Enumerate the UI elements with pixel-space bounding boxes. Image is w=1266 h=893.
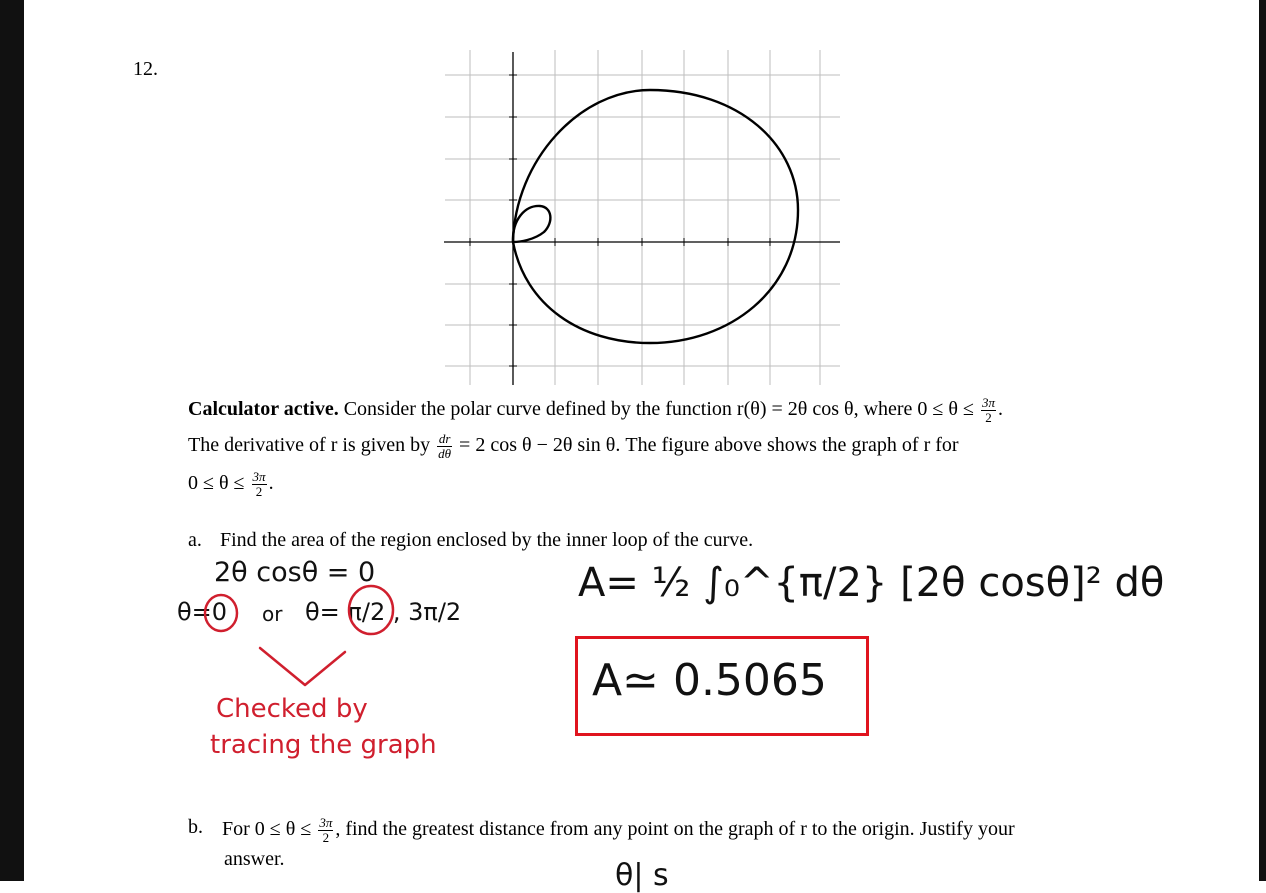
polar-curve-inner-loop — [513, 206, 550, 242]
handwritten-solution-others: θ= π/2 , 3π/2 — [305, 598, 462, 626]
red-circle-pi-half — [349, 586, 393, 634]
area-answer-box — [575, 636, 869, 736]
part-b-bound-fraction: $\frac{3\pi}{2}$ — [319, 815, 333, 845]
question-number: 12. — [133, 58, 158, 80]
red-check-v — [260, 648, 345, 685]
handwritten-zero-equation: 2θ cosθ = 0 — [214, 557, 376, 588]
left-edge-strip — [0, 0, 24, 881]
right-edge-strip — [1259, 0, 1266, 881]
part-a-label: a. — [188, 529, 202, 551]
part-b-label: b. — [188, 816, 203, 838]
intro-text-1: Consider the polar curve defined by the function r(θ) = 2θ cos θ, where 0 ≤ θ ≤ — [343, 398, 974, 421]
handwritten-tracing-graph: tracing the graph — [210, 730, 437, 760]
handwritten-or: or — [262, 602, 283, 626]
polar-curve-outer-loop — [513, 90, 798, 343]
part-b-prompt-line-1: For 0 ≤ θ ≤ $\frac{3\pi}{2}$ , find the greatest distance from any point on the graph of r to the origin. Justify your — [222, 815, 1015, 845]
calculator-active-label: Calculator active. — [188, 398, 339, 421]
handwritten-checked-by: Checked by — [216, 694, 368, 724]
upper-bound-fraction-2: $\frac{3\pi}{2}$ — [252, 469, 266, 499]
grid-lines — [445, 50, 840, 385]
handwritten-solution-zero: θ=0 — [177, 598, 228, 626]
handwritten-part-b-start: θ| s — [615, 858, 669, 893]
derivative-fraction: $\frac{dr}{d\theta}$ — [438, 431, 452, 461]
red-check-marks — [160, 580, 480, 700]
intro-line-3: 0 ≤ θ ≤ $\frac{3\pi}{2}$ . — [188, 469, 274, 499]
handwritten-area-result: A≃ 0.5065 — [592, 655, 827, 706]
handwritten-area-formula: A= ½ ∫₀^{π/2} [2θ cosθ]² dθ — [578, 560, 1165, 606]
intro-line-1: Calculator active. Consider the polar curve defined by the function r(θ) = 2θ cos θ, where 0 ≤ θ ≤ $\frac{3\pi}{2}$ . — [188, 395, 1003, 425]
upper-bound-fraction: $\frac{3\pi}{2}$ — [981, 395, 995, 425]
intro-line-2: The derivative of r is given by $\frac{dr}{d\theta}$ = 2 cos θ − 2θ sin θ. The figure above shows the graph of r for — [188, 431, 959, 461]
part-b-prompt-line-2: answer. — [224, 848, 285, 870]
red-circle-zero — [205, 595, 237, 631]
part-a-prompt: Find the area of the region enclosed by the inner loop of the curve. — [220, 529, 754, 551]
polar-curve-figure — [440, 48, 842, 388]
